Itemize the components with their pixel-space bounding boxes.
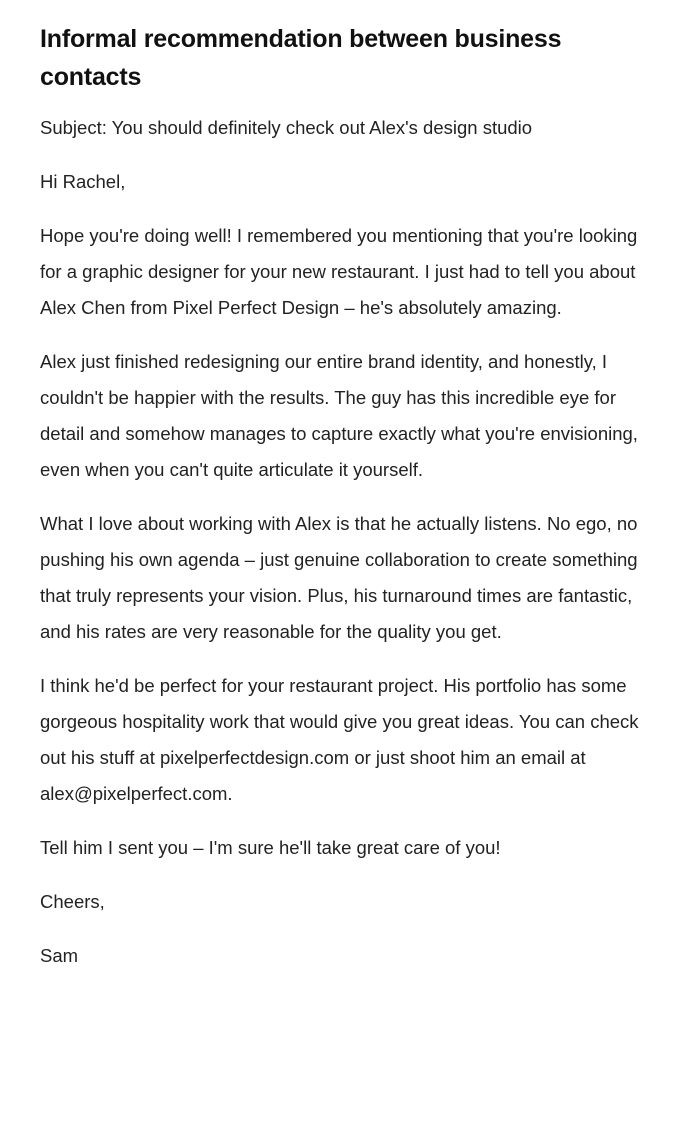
paragraph-subject: Subject: You should definitely check out Alex's design studio: [40, 117, 533, 138]
paragraph-experience: Alex just finished redesigning our entire brand identity, and honestly, I couldn't be happier with the results. The guy has this incredible eye for detail and somehow manages to capture exactly what you're envisioning, even when you can't quite articulate it yourself.: [40, 351, 638, 480]
page-title: Informal recommendation between business contacts: [40, 25, 562, 91]
paragraph-collaboration: What I love about working with Alex is that he actually listens. No ego, no pushing his own agenda – just genuine collaboration to create something that truly represents your vision. Plus, his turnaround times are fantastic, and his rates are very reasonable for the quality you get.: [40, 513, 638, 642]
paragraph-intro: Hope you're doing well! I remembered you mentioning that you're looking for a graphic designer for your new restaurant. I just had to tell you about Alex Chen from Pixel Perfect Design – he's absolutely amazing.: [40, 225, 638, 318]
paragraph-referral: Tell him I sent you – I'm sure he'll take great care of you!: [40, 837, 501, 858]
paragraph-contact-details: I think he'd be perfect for your restaurant project. His portfolio has some gorgeous hospitality work that would give you great ideas. You can check out his stuff at pixelperfectdesign.com or just shoot him an email at alex@pixelperfect.com.: [40, 675, 639, 804]
paragraph-greeting: Hi Rachel,: [40, 171, 126, 192]
paragraph-signature: Sam: [40, 945, 79, 966]
paragraph-signoff: Cheers,: [40, 891, 105, 912]
